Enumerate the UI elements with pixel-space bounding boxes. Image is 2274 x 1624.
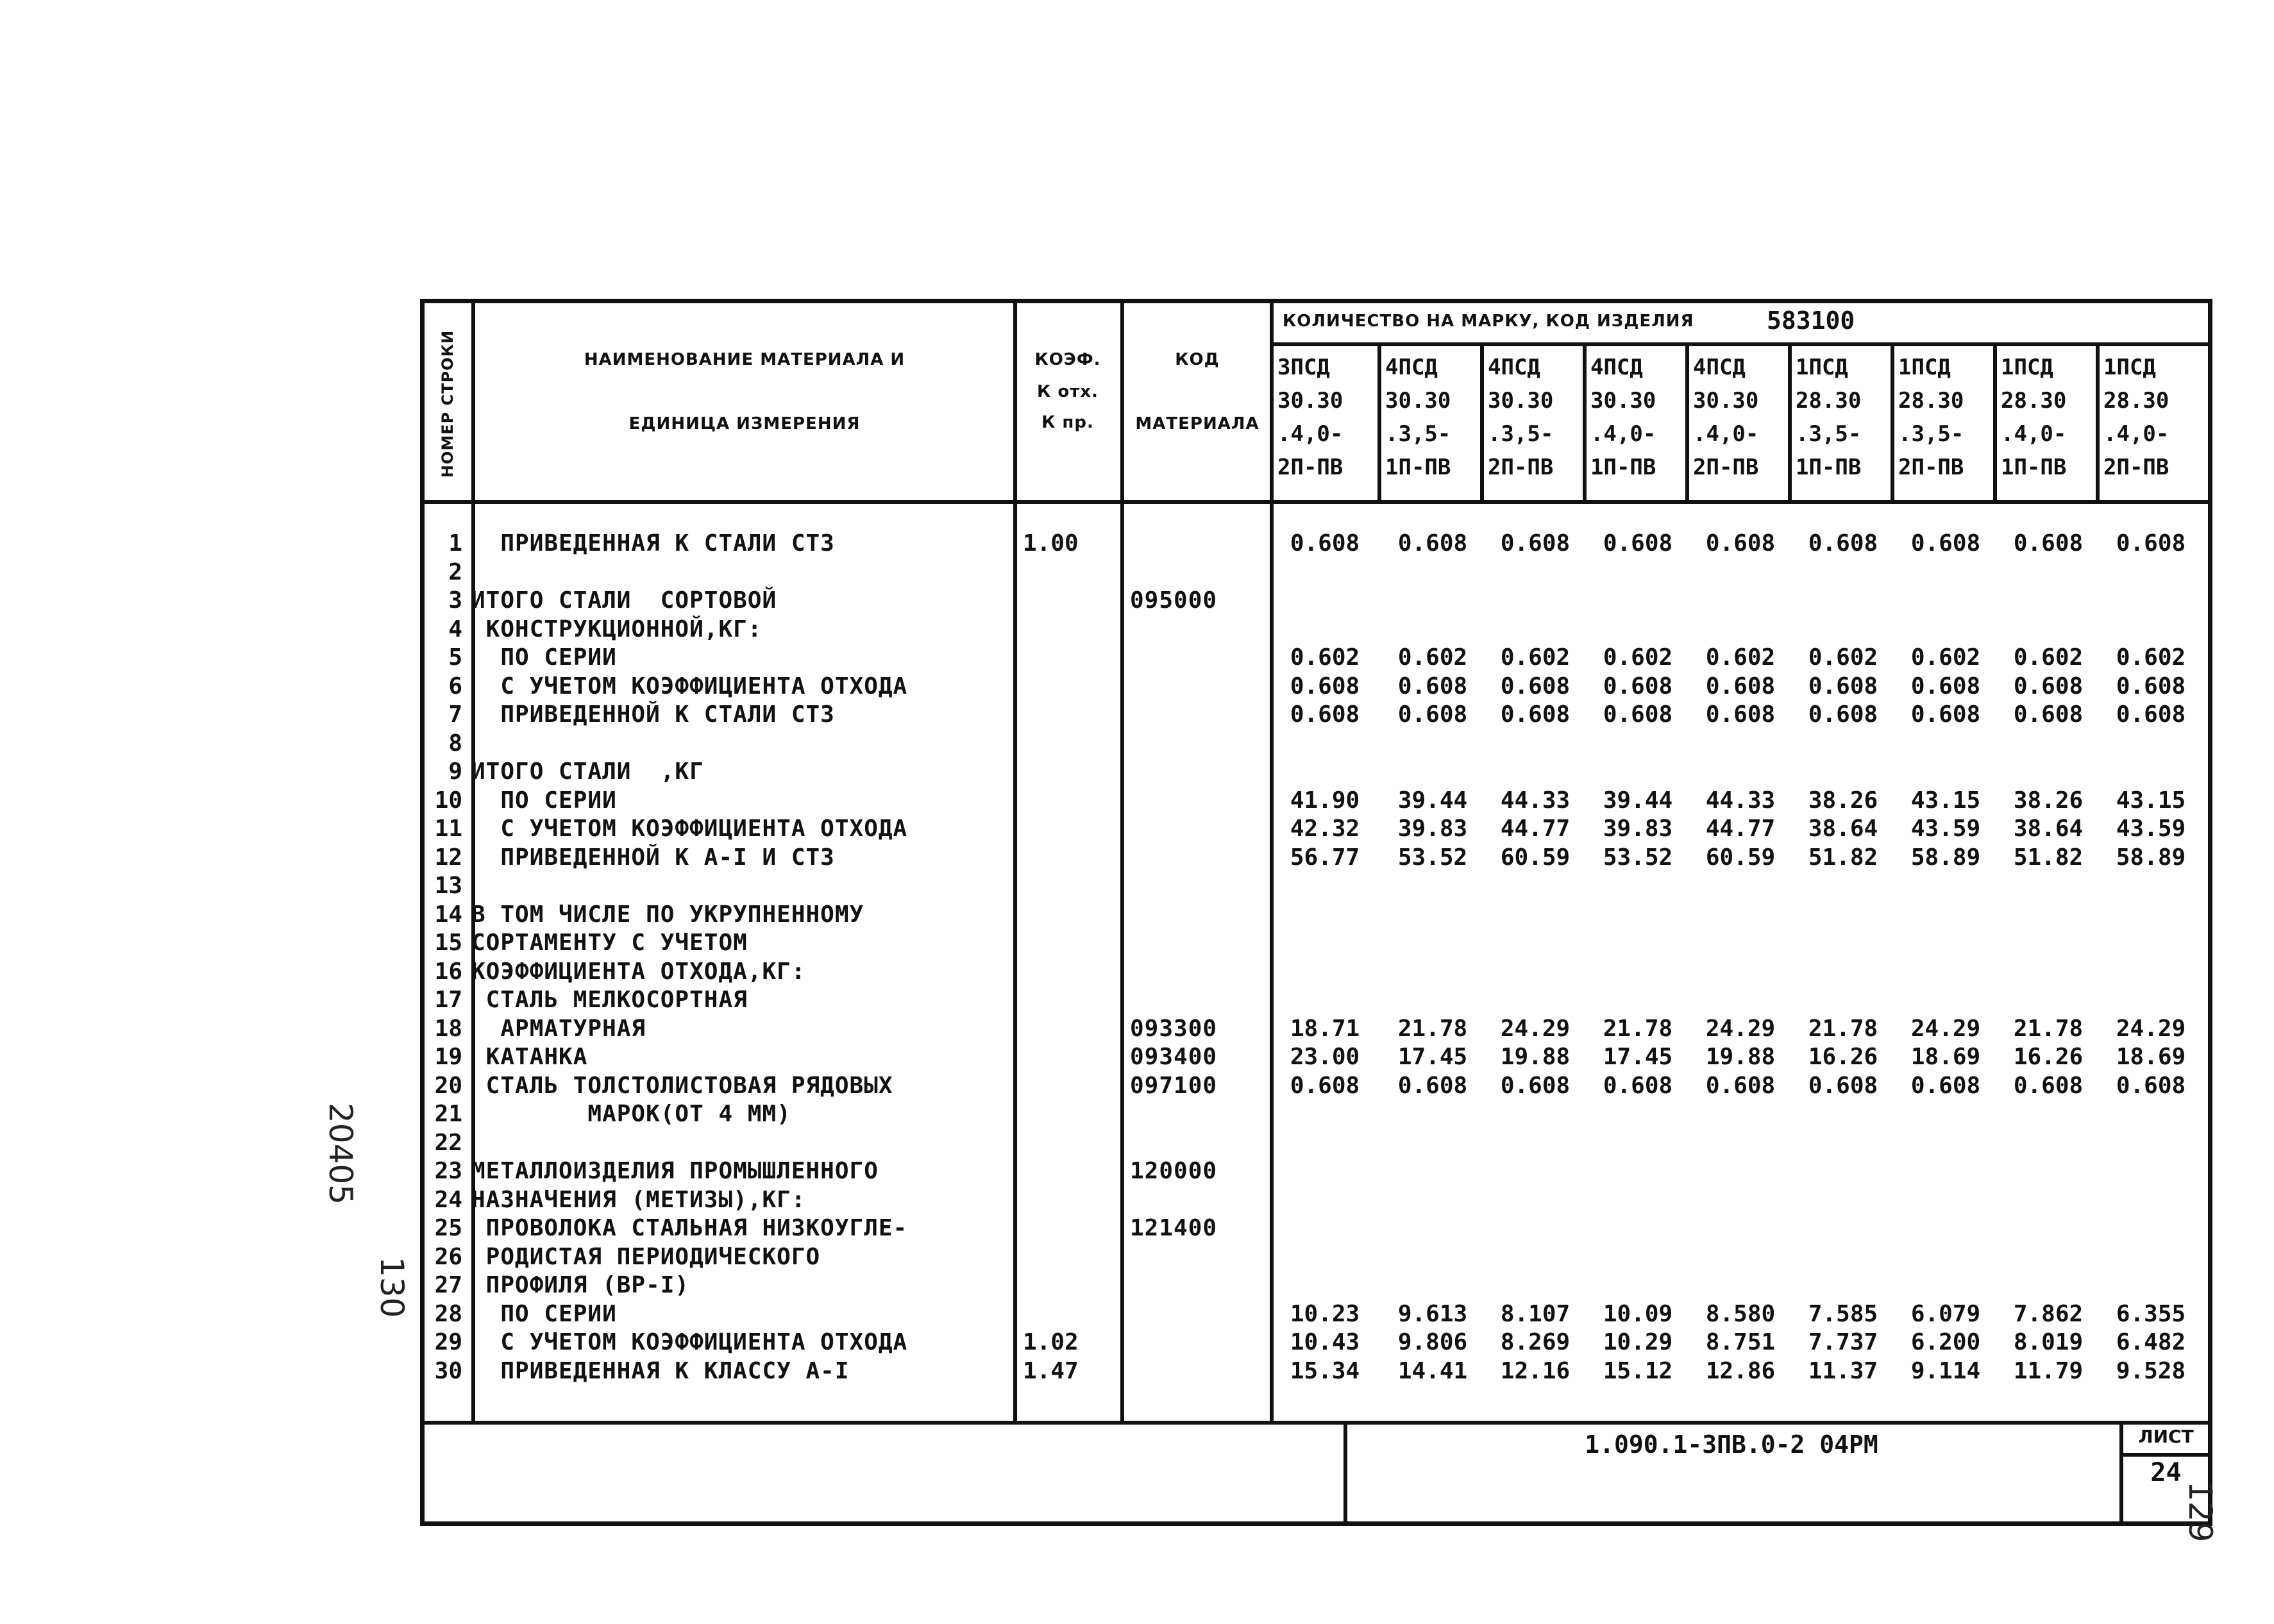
row-number: 28	[434, 1300, 462, 1327]
mark-header-line: .4,0-	[1693, 421, 1759, 447]
quantity-cell: 0.608	[1808, 1072, 1878, 1099]
quantity-cell: 18.69	[2116, 1044, 2186, 1070]
material-name: ПО СЕРИИ	[471, 644, 617, 671]
material-name: С УЧЕТОМ КОЭФФИЦИЕНТА ОТХОДА	[471, 816, 908, 842]
quantity-cell: 0.608	[1808, 673, 1878, 699]
quantity-cell: 24.29	[1910, 1015, 1981, 1042]
table-row	[420, 815, 2212, 843]
quantity-cell: 39.44	[1397, 787, 1468, 814]
quantity-cell: 0.608	[1397, 530, 1468, 557]
row-number: 4	[448, 615, 462, 642]
coef-header-line3: К пр.	[1041, 413, 1094, 432]
quantity-cell: 19.88	[1705, 1044, 1776, 1070]
table-row	[420, 787, 2212, 815]
material-name: СТАЛЬ МЕЛКОСОРТНАЯ	[471, 987, 748, 1013]
margin-note-right: 129	[2182, 1481, 2219, 1543]
table-row	[420, 587, 2212, 615]
product-code: 583100	[1767, 306, 1855, 335]
quantity-cell: 38.64	[2013, 816, 2084, 842]
material-code: 097100	[1130, 1072, 1218, 1099]
row-number: 18	[434, 1015, 462, 1042]
quantity-cell: 6.482	[2116, 1329, 2186, 1355]
mark-header-line: 2П-ПВ	[2103, 455, 2169, 480]
header-bottom-line	[420, 500, 2212, 504]
quantity-cell: 0.608	[1290, 530, 1360, 557]
quantity-cell: 60.59	[1705, 844, 1776, 871]
quantity-cell: 44.77	[1500, 816, 1571, 842]
stamp-divider	[2119, 1453, 2212, 1457]
quantity-cell: 0.608	[2013, 701, 2084, 728]
material-name: СТАЛЬ ТОЛСТОЛИСТОВАЯ РЯДОВЫХ	[471, 1072, 893, 1099]
quantity-cell: 0.608	[2116, 673, 2186, 699]
mark-divider	[1685, 342, 1689, 504]
quantity-cell: 0.608	[1910, 1072, 1981, 1099]
quantity-cell: 0.602	[1603, 644, 1673, 671]
mark-divider	[1377, 342, 1381, 504]
material-code: 095000	[1130, 587, 1218, 614]
quantity-cell: 58.89	[1910, 844, 1981, 871]
table-row	[420, 644, 2212, 672]
name-header-line1: НАИМЕНОВАНИЕ МАТЕРИАЛА И	[584, 350, 905, 369]
material-name: СОРТАМЕНТУ С УЧЕТОМ	[471, 930, 748, 956]
sheet-label: ЛИСТ	[2138, 1426, 2194, 1447]
row-number: 12	[434, 844, 462, 871]
mark-divider	[1480, 342, 1484, 504]
quantity-cell: 18.71	[1290, 1015, 1360, 1042]
quantity-cell: 15.12	[1603, 1357, 1673, 1384]
mark-divider	[2096, 342, 2100, 504]
quantity-cell: 0.608	[1290, 701, 1360, 728]
mark-divider	[1891, 342, 1894, 504]
quantity-cell: 0.608	[2013, 1072, 2084, 1099]
coefficient: 1.47	[1023, 1357, 1079, 1384]
table-row	[420, 730, 2212, 758]
quantity-cell: 0.608	[1808, 530, 1878, 557]
margin-note-left-a: 20405	[322, 1103, 359, 1205]
mark-header-line: 4ПСД	[1693, 355, 1746, 380]
quantity-cell: 0.608	[1397, 1072, 1468, 1099]
quantity-cell: 0.608	[2013, 673, 2084, 699]
row-number: 25	[434, 1215, 462, 1241]
quantity-cell: 12.16	[1500, 1357, 1571, 1384]
quantity-cell: 51.82	[2013, 844, 2084, 871]
row-number: 22	[434, 1129, 462, 1156]
table-row	[420, 901, 2212, 929]
table-row	[420, 1100, 2212, 1128]
quantity-cell: 43.59	[1910, 816, 1981, 842]
mark-header-line: 30.30	[1277, 388, 1343, 414]
quantity-cell: 39.44	[1603, 787, 1673, 814]
quantity-cell: 18.69	[1910, 1044, 1981, 1070]
table-bottom-line	[420, 1421, 2212, 1425]
name-header-line2: ЕДИНИЦА ИЗМЕРЕНИЯ	[628, 414, 861, 433]
material-name: ПРИВЕДЕННОЙ К А-I И СТ3	[471, 844, 835, 871]
mark-header-line: 4ПСД	[1488, 355, 1540, 380]
quantity-cell: 0.608	[1603, 673, 1673, 699]
quantity-cell: 17.45	[1603, 1044, 1673, 1070]
document-code: 1.090.1-3ПВ.0-2 04РМ	[1585, 1430, 1878, 1459]
material-name: АРМАТУРНАЯ	[471, 1015, 646, 1042]
material-name: КАТАНКА	[471, 1044, 588, 1070]
quantity-cell: 17.45	[1397, 1044, 1468, 1070]
table-row	[420, 1043, 2212, 1071]
mark-header-line: 1П-ПВ	[1385, 455, 1451, 480]
table-row	[420, 1157, 2212, 1185]
quantity-cell: 10.09	[1603, 1300, 1673, 1327]
quantity-cell: 24.29	[1705, 1015, 1776, 1042]
table-row	[420, 1243, 2212, 1271]
quantity-cell: 6.200	[1910, 1329, 1981, 1355]
quantity-cell: 15.34	[1290, 1357, 1360, 1384]
table-row	[420, 1328, 2212, 1357]
quantity-cell: 43.59	[2116, 816, 2186, 842]
mark-divider	[1788, 342, 1792, 504]
quantity-cell: 12.86	[1705, 1357, 1776, 1384]
row-number: 17	[434, 987, 462, 1013]
row-number: 23	[434, 1158, 462, 1184]
document-sheet	[420, 299, 2212, 1526]
quantity-cell: 43.15	[2116, 787, 2186, 814]
table-row	[420, 1357, 2212, 1385]
row-number: 14	[434, 901, 462, 928]
quantity-cell: 0.608	[1500, 1072, 1571, 1099]
mark-header-line: 2П-ПВ	[1898, 455, 1964, 480]
quantity-cell: 11.37	[1808, 1357, 1878, 1384]
quantity-cell: 0.608	[1705, 1072, 1776, 1099]
material-name: ПО СЕРИИ	[471, 787, 617, 814]
quantity-cell: 43.15	[1910, 787, 1981, 814]
mark-header-line: 4ПСД	[1385, 355, 1438, 380]
coef-header-line1: КОЭФ.	[1034, 350, 1101, 369]
mark-header-line: 28.30	[1796, 388, 1862, 414]
quantity-cell: 24.29	[1500, 1015, 1571, 1042]
table-row	[420, 929, 2212, 957]
material-name: ПРОВОЛОКА СТАЛЬНАЯ НИЗКОУГЛЕ-	[471, 1215, 908, 1241]
quantity-cell: 11.79	[2013, 1357, 2084, 1384]
row-number: 19	[434, 1044, 462, 1070]
quantity-cell: 14.41	[1397, 1357, 1468, 1384]
mark-header-line: 1ПСД	[2103, 355, 2156, 380]
quantity-cell: 10.43	[1290, 1329, 1360, 1355]
material-name: С УЧЕТОМ КОЭФФИЦИЕНТА ОТХОДА	[471, 1329, 908, 1355]
quantity-cell: 0.608	[1603, 530, 1673, 557]
quantity-cell: 0.608	[1500, 673, 1571, 699]
table-row	[420, 1271, 2212, 1300]
material-name: КОЭФФИЦИЕНТА ОТХОДА,КГ:	[471, 958, 806, 985]
quantity-cell: 44.33	[1705, 787, 1776, 814]
quantity-cell: 58.89	[2116, 844, 2186, 871]
mark-header-line: .4,0-	[2103, 421, 2169, 447]
coefficient: 1.00	[1023, 530, 1079, 557]
quantity-cell: 0.608	[1705, 673, 1776, 699]
quantity-cell: 7.585	[1808, 1300, 1878, 1327]
quantity-cell: 21.78	[1808, 1015, 1878, 1042]
mark-header-line: 3ПСД	[1277, 355, 1330, 380]
quantity-cell: 39.83	[1397, 816, 1468, 842]
quantity-cell: 21.78	[1603, 1015, 1673, 1042]
quantity-cell: 7.862	[2013, 1300, 2084, 1327]
quantity-cell: 0.608	[1910, 673, 1981, 699]
quantity-cell: 10.23	[1290, 1300, 1360, 1327]
quantity-cell: 23.00	[1290, 1044, 1360, 1070]
row-number: 11	[434, 816, 462, 842]
quantity-cell: 38.26	[1808, 787, 1878, 814]
quantity-cell: 6.355	[2116, 1300, 2186, 1327]
table-row	[420, 1300, 2212, 1328]
quantity-cell: 0.608	[1397, 673, 1468, 699]
row-number: 27	[434, 1272, 462, 1298]
quantity-cell: 7.737	[1808, 1329, 1878, 1355]
material-code: 093400	[1130, 1044, 1218, 1070]
mark-header-line: 28.30	[1898, 388, 1964, 414]
quantity-cell: 8.751	[1705, 1329, 1776, 1355]
quantity-cell: 42.32	[1290, 816, 1360, 842]
quantity-cell: 0.608	[2013, 530, 2084, 557]
quantity-cell: 8.580	[1705, 1300, 1776, 1327]
mark-header-line: .4,0-	[1277, 421, 1343, 447]
quantity-cell: 8.269	[1500, 1329, 1571, 1355]
quantity-cell: 0.602	[1808, 644, 1878, 671]
mark-header-line: 1П-ПВ	[2001, 455, 2067, 480]
quantity-cell: 6.079	[1910, 1300, 1981, 1327]
table-row	[420, 1015, 2212, 1043]
table-row	[420, 530, 2212, 558]
quantity-cell: 0.608	[1290, 1072, 1360, 1099]
row-number: 9	[448, 758, 462, 785]
row-number: 21	[434, 1101, 462, 1127]
quantity-cell: 44.77	[1705, 816, 1776, 842]
table-row	[420, 958, 2212, 986]
mark-header-line: 28.30	[2103, 388, 2169, 414]
mark-header-line: .3,5-	[1385, 421, 1451, 447]
quantity-cell: 9.528	[2116, 1357, 2186, 1384]
mark-header-line: 30.30	[1488, 388, 1554, 414]
quantity-cell: 0.608	[2116, 530, 2186, 557]
quantity-cell: 0.608	[1603, 1072, 1673, 1099]
mark-header-line: .3,5-	[1796, 421, 1862, 447]
quantity-cell: 0.608	[1397, 701, 1468, 728]
quantity-cell: 0.602	[2013, 644, 2084, 671]
material-name: ПО СЕРИИ	[471, 1300, 617, 1327]
margin-note-left-b: 130	[373, 1257, 410, 1318]
row-number: 15	[434, 930, 462, 956]
quantity-cell: 0.602	[2116, 644, 2186, 671]
quantity-cell: 9.806	[1397, 1329, 1468, 1355]
table-row	[420, 986, 2212, 1014]
mark-header-line: 4ПСД	[1590, 355, 1643, 380]
material-name: ИТОГО СТАЛИ СОРТОВОЙ	[471, 587, 777, 614]
row-number: 29	[434, 1329, 462, 1355]
material-code: 093300	[1130, 1015, 1218, 1042]
mark-header-line: 2П-ПВ	[1693, 455, 1759, 480]
quantity-cell: 0.602	[1910, 644, 1981, 671]
mark-header-line: .3,5-	[1898, 421, 1964, 447]
mark-header-line: 28.30	[2001, 388, 2067, 414]
row-number-header: НОМЕР СТРОКИ	[439, 330, 457, 478]
quantity-cell: 9.613	[1397, 1300, 1468, 1327]
quantity-cell: 0.608	[2116, 1072, 2186, 1099]
quantity-cell: 21.78	[2013, 1015, 2084, 1042]
material-name: ПРИВЕДЕННОЙ К СТАЛИ СТ3	[471, 701, 835, 728]
material-name: НАЗНАЧЕНИЯ (МЕТИЗЫ),КГ:	[471, 1186, 806, 1213]
quantity-cell: 0.608	[2116, 701, 2186, 728]
material-name: ПРИВЕДЕННАЯ К КЛАССУ А-I	[471, 1357, 850, 1384]
material-name: ПРИВЕДЕННАЯ К СТАЛИ СТ3	[471, 530, 835, 557]
quantity-cell: 53.52	[1397, 844, 1468, 871]
sheet-number: 24	[2150, 1458, 2182, 1487]
mark-header-line: .4,0-	[1590, 421, 1656, 447]
quantity-cell: 0.602	[1500, 644, 1571, 671]
mark-divider	[1583, 342, 1587, 504]
row-number: 13	[434, 873, 462, 899]
material-name: КОНСТРУКЦИОННОЙ,КГ:	[471, 615, 762, 642]
coefficient: 1.02	[1023, 1329, 1079, 1355]
mark-header-line: 30.30	[1590, 388, 1656, 414]
table-row	[420, 673, 2212, 701]
row-number: 3	[448, 587, 462, 614]
quantity-cell: 44.33	[1500, 787, 1571, 814]
quantity-cell: 0.608	[1808, 701, 1878, 728]
quantity-cell: 0.608	[1705, 530, 1776, 557]
quantity-cell: 0.608	[1910, 530, 1981, 557]
quantity-cell: 0.608	[1705, 701, 1776, 728]
table-row	[420, 701, 2212, 729]
row-number: 24	[434, 1186, 462, 1213]
row-number: 7	[448, 701, 462, 728]
quantity-cell: 8.019	[2013, 1329, 2084, 1355]
material-name: С УЧЕТОМ КОЭФФИЦИЕНТА ОТХОДА	[471, 673, 908, 699]
material-name: МЕТАЛЛОИЗДЕЛИЯ ПРОМЫШЛЕННОГО	[471, 1158, 879, 1184]
table-row	[420, 615, 2212, 644]
mark-header-line: 1П-ПВ	[1796, 455, 1862, 480]
row-number: 1	[448, 530, 462, 557]
row-number: 26	[434, 1243, 462, 1270]
quantity-cell: 0.602	[1705, 644, 1776, 671]
quantity-cell: 19.88	[1500, 1044, 1571, 1070]
material-code: 121400	[1130, 1215, 1218, 1241]
quantity-cell: 10.29	[1603, 1329, 1673, 1355]
header-divider	[1270, 342, 2212, 346]
quantity-cell: 60.59	[1500, 844, 1571, 871]
quantity-cell: 0.608	[1500, 701, 1571, 728]
mark-header-line: 1ПСД	[1796, 355, 1848, 380]
mark-header-line: 2П-ПВ	[1277, 455, 1343, 480]
code-header-line2: МАТЕРИАЛА	[1135, 414, 1259, 433]
quantity-cell: 8.107	[1500, 1300, 1571, 1327]
row-number: 5	[448, 644, 462, 671]
quantity-cell: 56.77	[1290, 844, 1360, 871]
mark-header-line: 2П-ПВ	[1488, 455, 1554, 480]
quantity-cell: 0.608	[1500, 530, 1571, 557]
row-number: 6	[448, 673, 462, 699]
table-row	[420, 1214, 2212, 1243]
quantity-cell: 53.52	[1603, 844, 1673, 871]
row-number: 20	[434, 1072, 462, 1099]
quantity-cell: 24.29	[2116, 1015, 2186, 1042]
row-number: 30	[434, 1357, 462, 1384]
row-number: 2	[448, 558, 462, 585]
row-number: 16	[434, 958, 462, 985]
quantity-cell: 9.114	[1910, 1357, 1981, 1384]
mark-header-line: .3,5-	[1488, 421, 1554, 447]
quantity-cell: 0.602	[1290, 644, 1360, 671]
quantity-cell: 41.90	[1290, 787, 1360, 814]
material-name: РОДИСТАЯ ПЕРИОДИЧЕСКОГО	[471, 1243, 821, 1270]
mark-header-line: 1ПСД	[1898, 355, 1951, 380]
mark-divider	[1993, 342, 1997, 504]
mark-header-line: 30.30	[1693, 388, 1759, 414]
code-header-line1: КОД	[1175, 350, 1220, 369]
table-row	[420, 872, 2212, 900]
quantity-cell: 0.608	[1290, 673, 1360, 699]
table-row	[420, 1072, 2212, 1100]
table-row	[420, 1186, 2212, 1214]
row-number: 8	[448, 730, 462, 757]
quantity-cell: 38.64	[1808, 816, 1878, 842]
table-row	[420, 758, 2212, 786]
coef-header-line2: К отх.	[1037, 382, 1099, 401]
table-row	[420, 844, 2212, 872]
quantity-cell: 16.26	[1808, 1044, 1878, 1070]
material-name: ИТОГО СТАЛИ ,КГ	[471, 758, 704, 785]
mark-header-line: 1П-ПВ	[1590, 455, 1656, 480]
quantity-cell: 21.78	[1397, 1015, 1468, 1042]
row-number: 10	[434, 787, 462, 814]
material-name: МАРОК(ОТ 4 ММ)	[471, 1101, 791, 1127]
table-row	[420, 558, 2212, 587]
material-name: ПРОФИЛЯ (ВР-I)	[471, 1272, 690, 1298]
mark-header-line: .4,0-	[2001, 421, 2067, 447]
quantity-cell: 0.608	[1910, 701, 1981, 728]
mark-header-line: 30.30	[1385, 388, 1451, 414]
quantity-cell: 0.608	[1603, 701, 1673, 728]
quantity-cell: 16.26	[2013, 1044, 2084, 1070]
quantity-cell: 0.602	[1397, 644, 1468, 671]
quantity-cell: 39.83	[1603, 816, 1673, 842]
quantity-cell: 38.26	[2013, 787, 2084, 814]
quantity-cell: 51.82	[1808, 844, 1878, 871]
quantity-header: КОЛИЧЕСТВО НА МАРКУ, КОД ИЗДЕЛИЯ	[1283, 312, 1694, 331]
material-code: 120000	[1130, 1158, 1218, 1184]
mark-header-line: 1ПСД	[2001, 355, 2053, 380]
material-name: В ТОМ ЧИСЛЕ ПО УКРУПНЕННОМУ	[471, 901, 864, 928]
table-row	[420, 1129, 2212, 1157]
